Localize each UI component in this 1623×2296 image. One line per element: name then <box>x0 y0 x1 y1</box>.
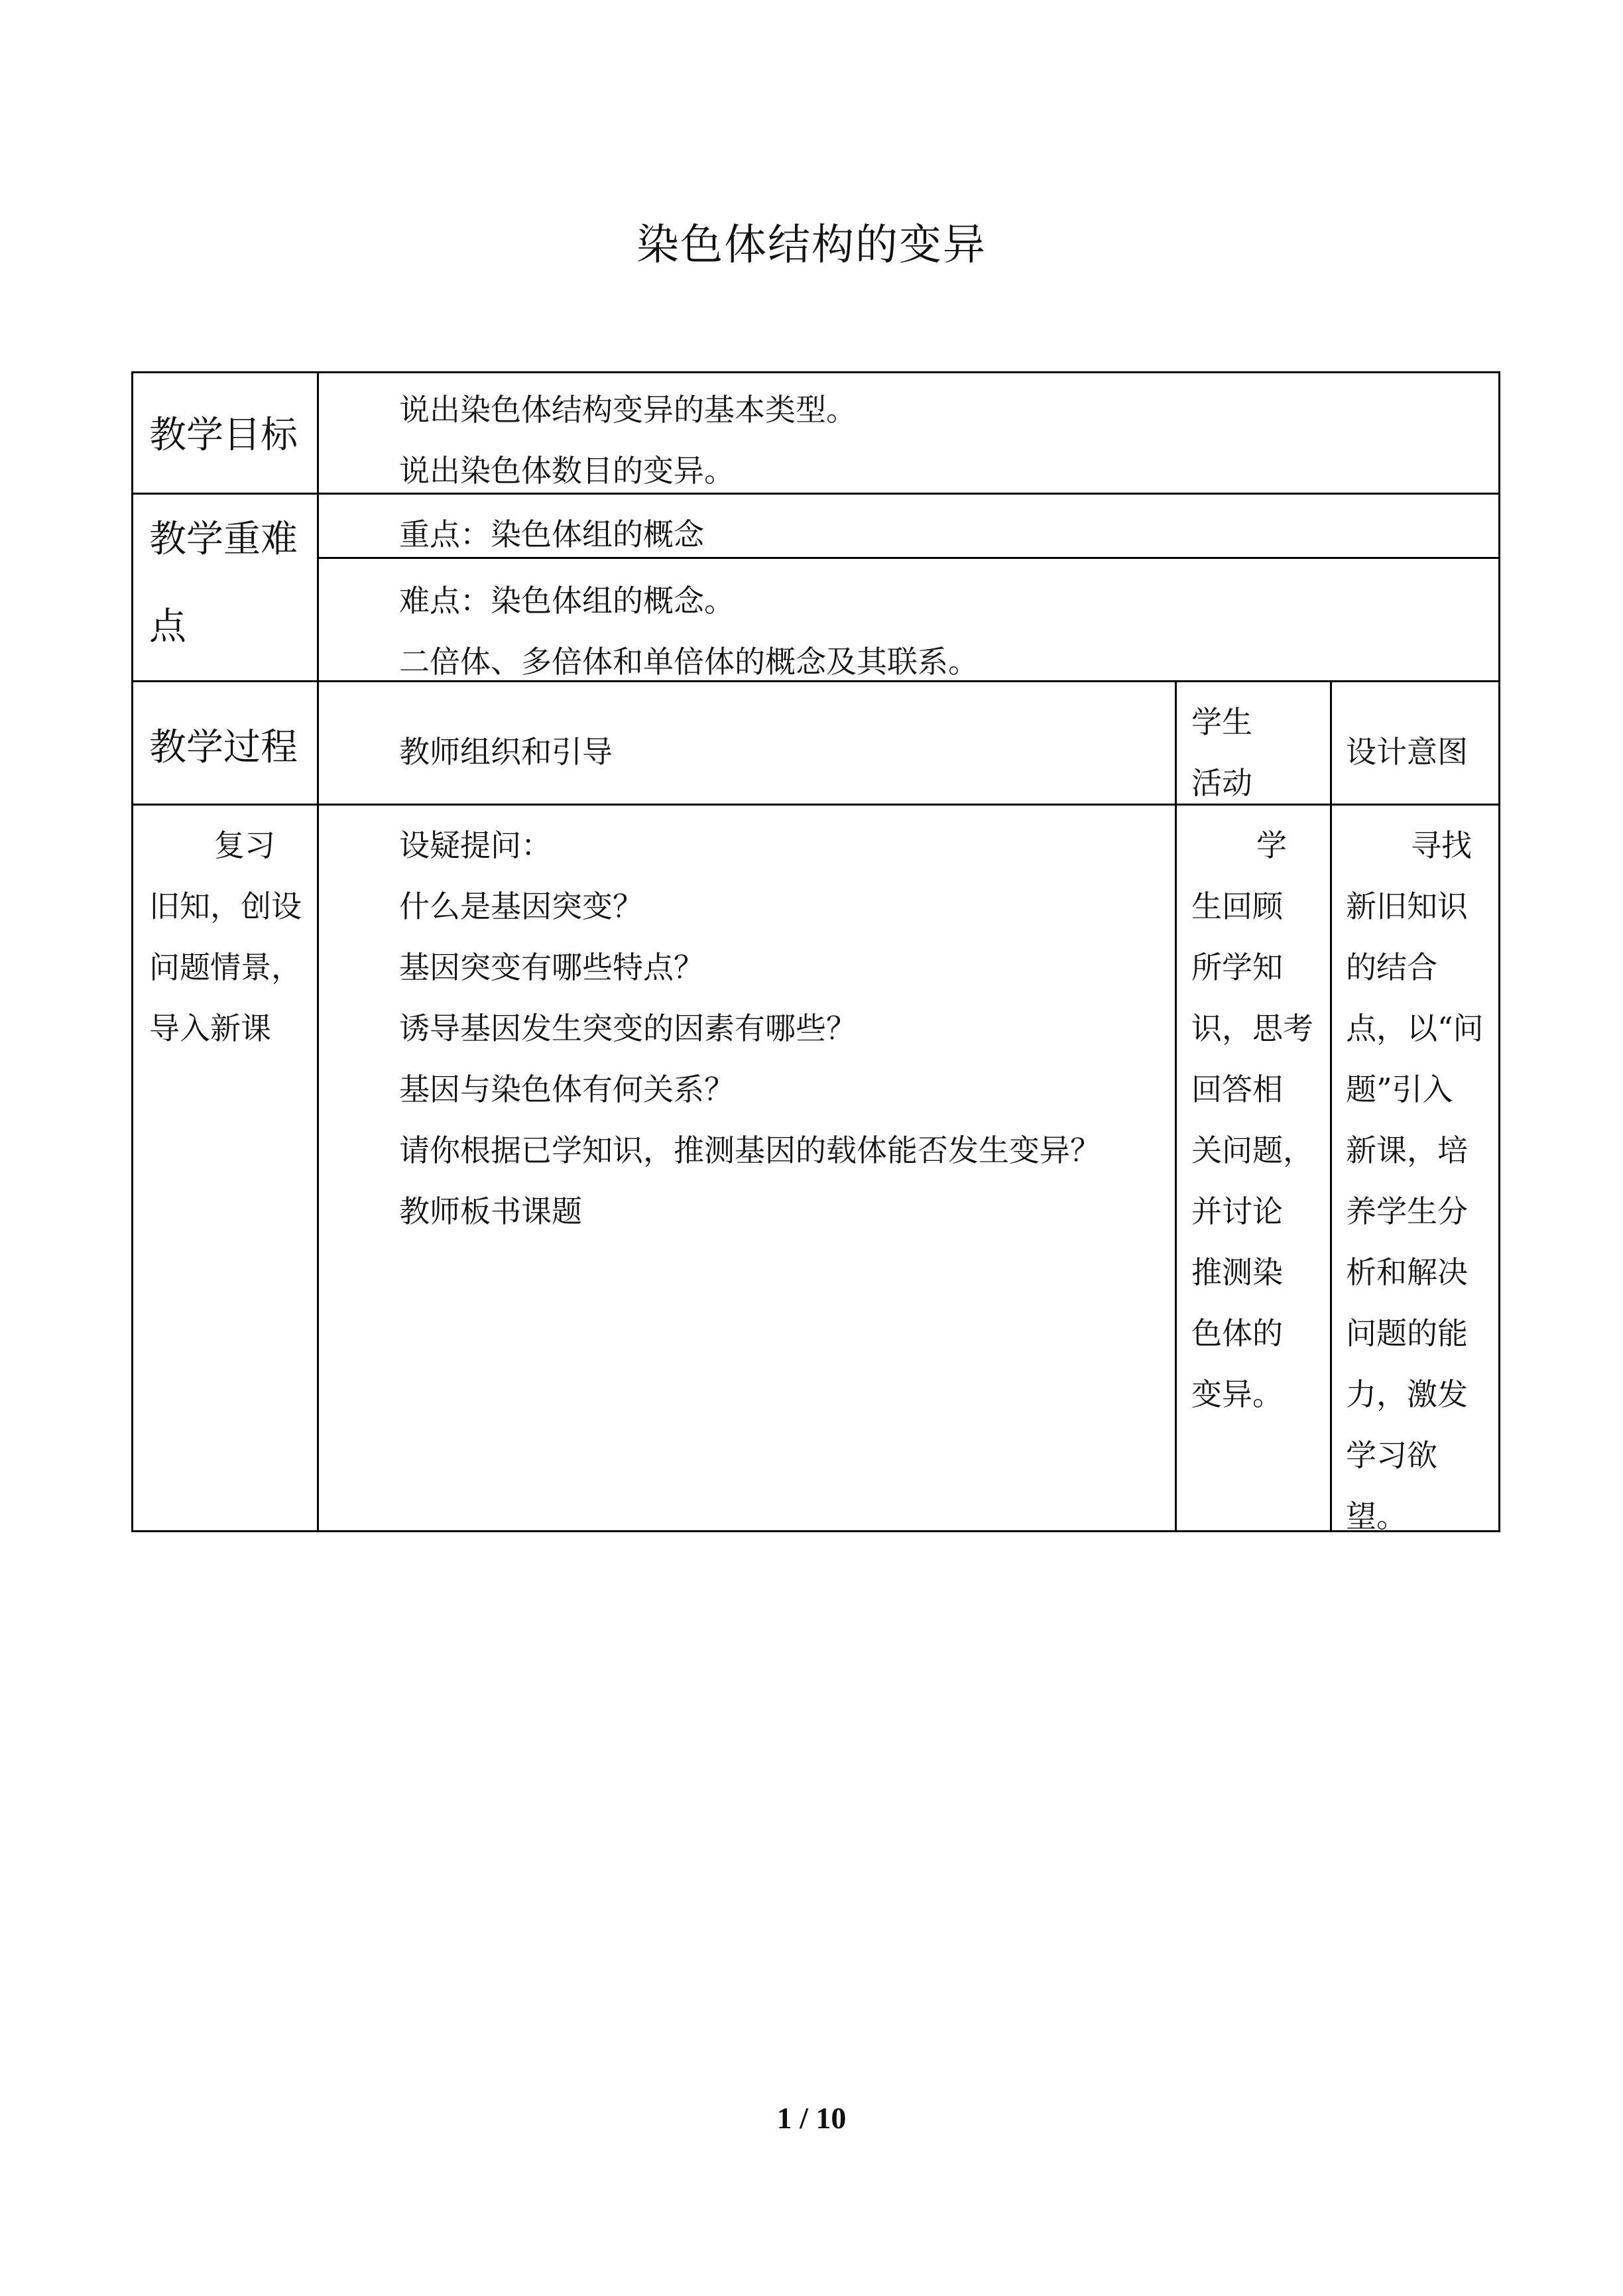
page-number: 1 / 10 <box>776 2101 847 2135</box>
objectives-list <box>399 379 857 501</box>
document-title: 染色体结构的变异 <box>636 221 987 270</box>
design-column-header: 设计意图 <box>1346 734 1468 770</box>
difficulty-list <box>399 570 979 692</box>
guidance-line: 什么是基因突变？ <box>399 888 643 924</box>
focus-point: 重点：染色体组的概念 <box>399 516 704 552</box>
process-label: 教学过程 <box>149 726 298 769</box>
guidance-line: 基因与染色体有何关系？ <box>399 1071 735 1107</box>
objective-item: 说出染色体结构变异的基本类型。 <box>399 392 857 428</box>
student-column-header: 学生 活动 <box>1191 704 1252 801</box>
difficulty-item: 难点：染色体组的概念。 <box>399 583 735 619</box>
teacher-guidance <box>399 815 1101 1242</box>
guidance-line: 基因突变有哪些特点？ <box>399 949 704 985</box>
difficulty-item: 二倍体、多倍体和单倍体的概念及其联系。 <box>399 644 979 680</box>
design-intent: 寻找 新旧知识 的结合 点，以“问 题”引入 新课，培 养学生分 析和解决 问题的能 力，激发 学习欲 望。 <box>1346 827 1484 1534</box>
teacher-column-header: 教师组织和引导 <box>399 734 613 770</box>
stage-label: 复习 旧知，创设 问题情景， 导入新课 <box>149 827 302 1046</box>
student-activity: 学 生回顾 所学知 识，思考 回答相 关问题， 并讨论 推测染 色体的 变异。 <box>1191 827 1313 1412</box>
objective-item: 说出染色体数目的变异。 <box>399 453 735 489</box>
guidance-line: 教师板书课题 <box>399 1193 582 1229</box>
key-points-label-line1: 教学重难 <box>149 518 298 561</box>
key-points-label-line2: 点 <box>149 605 186 648</box>
guidance-line: 诱导基因发生突变的因素有哪些？ <box>399 1010 857 1046</box>
guidance-line: 请你根据已学知识，推测基因的载体能否发生变异？ <box>399 1132 1101 1168</box>
objectives-label: 教学目标 <box>149 414 298 457</box>
guidance-line: 设疑提问： <box>399 827 552 863</box>
